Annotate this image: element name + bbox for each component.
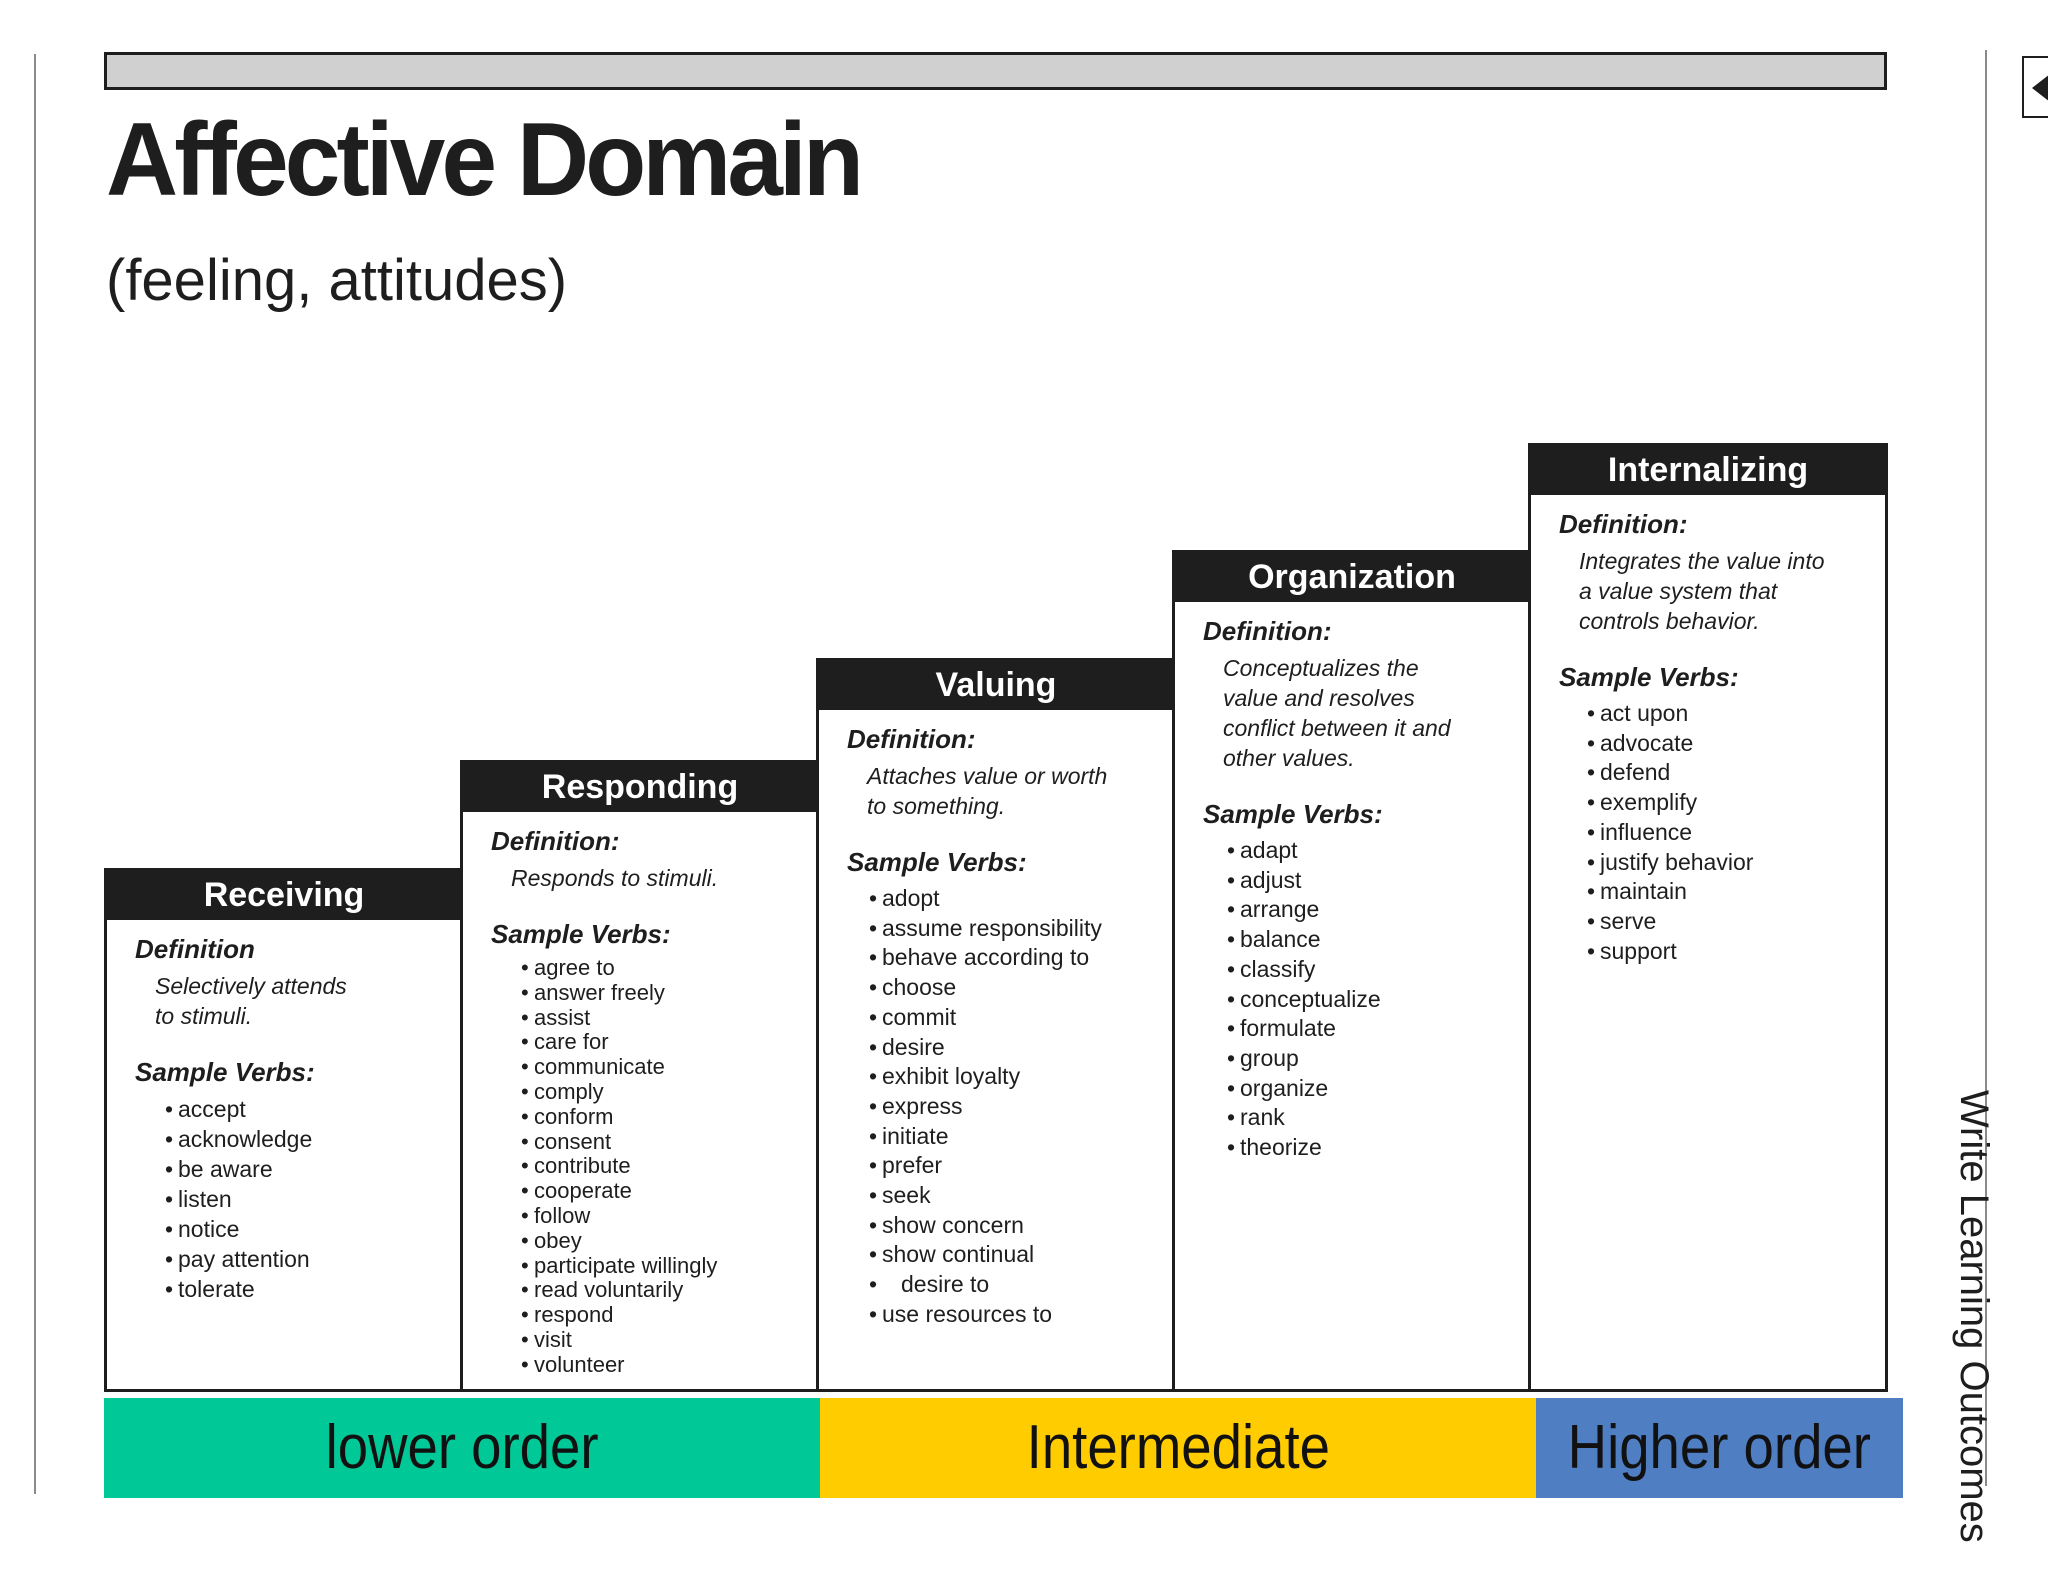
verb-item: • tolerate [165, 1274, 461, 1304]
definition-label: Definition [135, 934, 255, 964]
level-internalizing [1528, 443, 1888, 1392]
verb-item: • express [869, 1092, 1173, 1122]
verb-list [135, 1094, 461, 1304]
verb-item: • act upon [1587, 699, 1885, 729]
band-intermediate [820, 1398, 1536, 1498]
definition-line: conflict between it and [1223, 715, 1451, 741]
definition-line: Integrates the value into [1579, 548, 1825, 574]
verb-item: • answer freely [521, 981, 817, 1006]
verb-item: • rank [1227, 1103, 1529, 1133]
band-lower-order [104, 1398, 820, 1498]
band-label: Higher order [1567, 1413, 1872, 1482]
verb-item: • agree to [521, 956, 817, 981]
verb-item: • communicate [521, 1055, 817, 1080]
verb-item: • arrange [1227, 895, 1529, 925]
verb-item: • initiate [869, 1122, 1173, 1152]
definition-text [511, 863, 817, 893]
verb-item: • advocate [1587, 729, 1885, 759]
definition-text [1579, 546, 1885, 636]
verb-item: • be aware [165, 1154, 461, 1184]
level-heading: Internalizing [1531, 443, 1885, 495]
definition-line: to stimuli. [155, 1003, 253, 1029]
level-heading: Organization [1175, 550, 1529, 602]
level-heading: Receiving [107, 868, 461, 920]
verb-item: • conform [521, 1105, 817, 1130]
definition-line: controls behavior. [1579, 608, 1760, 634]
verb-item-continuation: • desire to [869, 1270, 1173, 1300]
verb-item: • influence [1587, 818, 1885, 848]
verb-item: • prefer [869, 1151, 1173, 1181]
definition-line: value and resolves [1223, 685, 1415, 711]
band-label: lower order [325, 1413, 599, 1482]
definition-line: Conceptualizes the [1223, 655, 1419, 681]
definition-label: Definition: [1203, 616, 1332, 646]
side-caption: Write Learning Outcomes [1952, 1090, 1996, 1543]
verb-item: • obey [521, 1229, 817, 1254]
verb-item: • show concern [869, 1211, 1173, 1241]
verb-item: • justify behavior [1587, 848, 1885, 878]
verb-item: • consent [521, 1130, 817, 1155]
definition-line: Selectively attends [155, 973, 347, 999]
definition-line: a value system that [1579, 578, 1778, 604]
verb-item: • cooperate [521, 1179, 817, 1204]
sample-verbs-label: Sample Verbs: [1203, 799, 1383, 829]
verb-item: • notice [165, 1214, 461, 1244]
verb-item: • assist [521, 1006, 817, 1031]
level-heading: Responding [463, 760, 817, 812]
verb-item: • exhibit loyalty [869, 1062, 1173, 1092]
verb-item: • adapt [1227, 836, 1529, 866]
definition-label: Definition: [1559, 509, 1688, 539]
verb-item: • defend [1587, 758, 1885, 788]
verb-item: • desire [869, 1033, 1173, 1063]
verb-item: • organize [1227, 1074, 1529, 1104]
verb-list [491, 956, 817, 1378]
back-arrow-icon [2032, 74, 2048, 102]
definition-line: Attaches value or worth [867, 763, 1108, 789]
sample-verbs-label: Sample Verbs: [847, 847, 1027, 877]
verb-item: • serve [1587, 907, 1885, 937]
verb-item: • balance [1227, 925, 1529, 955]
sample-verbs-label: Sample Verbs: [491, 919, 671, 949]
sample-verbs-label: Sample Verbs: [1559, 662, 1739, 692]
verb-item: • adopt [869, 884, 1173, 914]
verb-item: • adjust [1227, 866, 1529, 896]
verb-item: • classify [1227, 955, 1529, 985]
verb-item: • participate willingly [521, 1254, 817, 1279]
band-label: Intermediate [1026, 1413, 1330, 1482]
verb-item: • exemplify [1587, 788, 1885, 818]
verb-item: • follow [521, 1204, 817, 1229]
verb-list [847, 884, 1173, 1330]
level-responding [460, 760, 820, 1392]
verb-item: • theorize [1227, 1133, 1529, 1163]
verb-item: • comply [521, 1080, 817, 1105]
verb-item: • volunteer [521, 1353, 817, 1378]
header-bar [104, 52, 1887, 90]
definition-text [867, 761, 1173, 821]
verb-item: • accept [165, 1094, 461, 1124]
level-valuing [816, 658, 1176, 1392]
level-organization [1172, 550, 1532, 1392]
verb-item: • support [1587, 937, 1885, 967]
verb-item: • assume responsibility [869, 914, 1173, 944]
verb-item: • conceptualize [1227, 985, 1529, 1015]
definition-line: Responds to stimuli. [511, 865, 719, 891]
verb-item: • commit [869, 1003, 1173, 1033]
verb-item: • maintain [1587, 877, 1885, 907]
sample-verbs-label: Sample Verbs: [135, 1057, 315, 1087]
verb-item: • read voluntarily [521, 1278, 817, 1303]
verb-item: • group [1227, 1044, 1529, 1074]
verb-item: • contribute [521, 1154, 817, 1179]
page-subtitle: (feeling, attitudes) [106, 248, 568, 313]
band-higher-order [1536, 1398, 1903, 1498]
verb-item: • use resources to [869, 1300, 1173, 1330]
definition-line: to something. [867, 793, 1006, 819]
verb-item: • listen [165, 1184, 461, 1214]
level-receiving [104, 868, 464, 1392]
definition-text [1223, 653, 1529, 773]
level-heading: Valuing [819, 658, 1173, 710]
verb-item: • seek [869, 1181, 1173, 1211]
verb-item: • behave according to [869, 943, 1173, 973]
verb-item: • acknowledge [165, 1124, 461, 1154]
definition-text [155, 971, 461, 1031]
verb-item: • formulate [1227, 1014, 1529, 1044]
verb-item: • visit [521, 1328, 817, 1353]
definition-label: Definition: [847, 724, 976, 754]
page-tab[interactable] [2022, 56, 2048, 118]
verb-item: • pay attention [165, 1244, 461, 1274]
verb-item: • show continual [869, 1240, 1173, 1270]
verb-item: • choose [869, 973, 1173, 1003]
verb-item: • care for [521, 1030, 817, 1055]
definition-label: Definition: [491, 826, 620, 856]
left-margin-line [34, 54, 36, 1494]
definition-line: other values. [1223, 745, 1355, 771]
page-title: Affective Domain [106, 102, 861, 218]
verb-list [1559, 699, 1885, 966]
verb-item: • respond [521, 1303, 817, 1328]
verb-list [1203, 836, 1529, 1163]
